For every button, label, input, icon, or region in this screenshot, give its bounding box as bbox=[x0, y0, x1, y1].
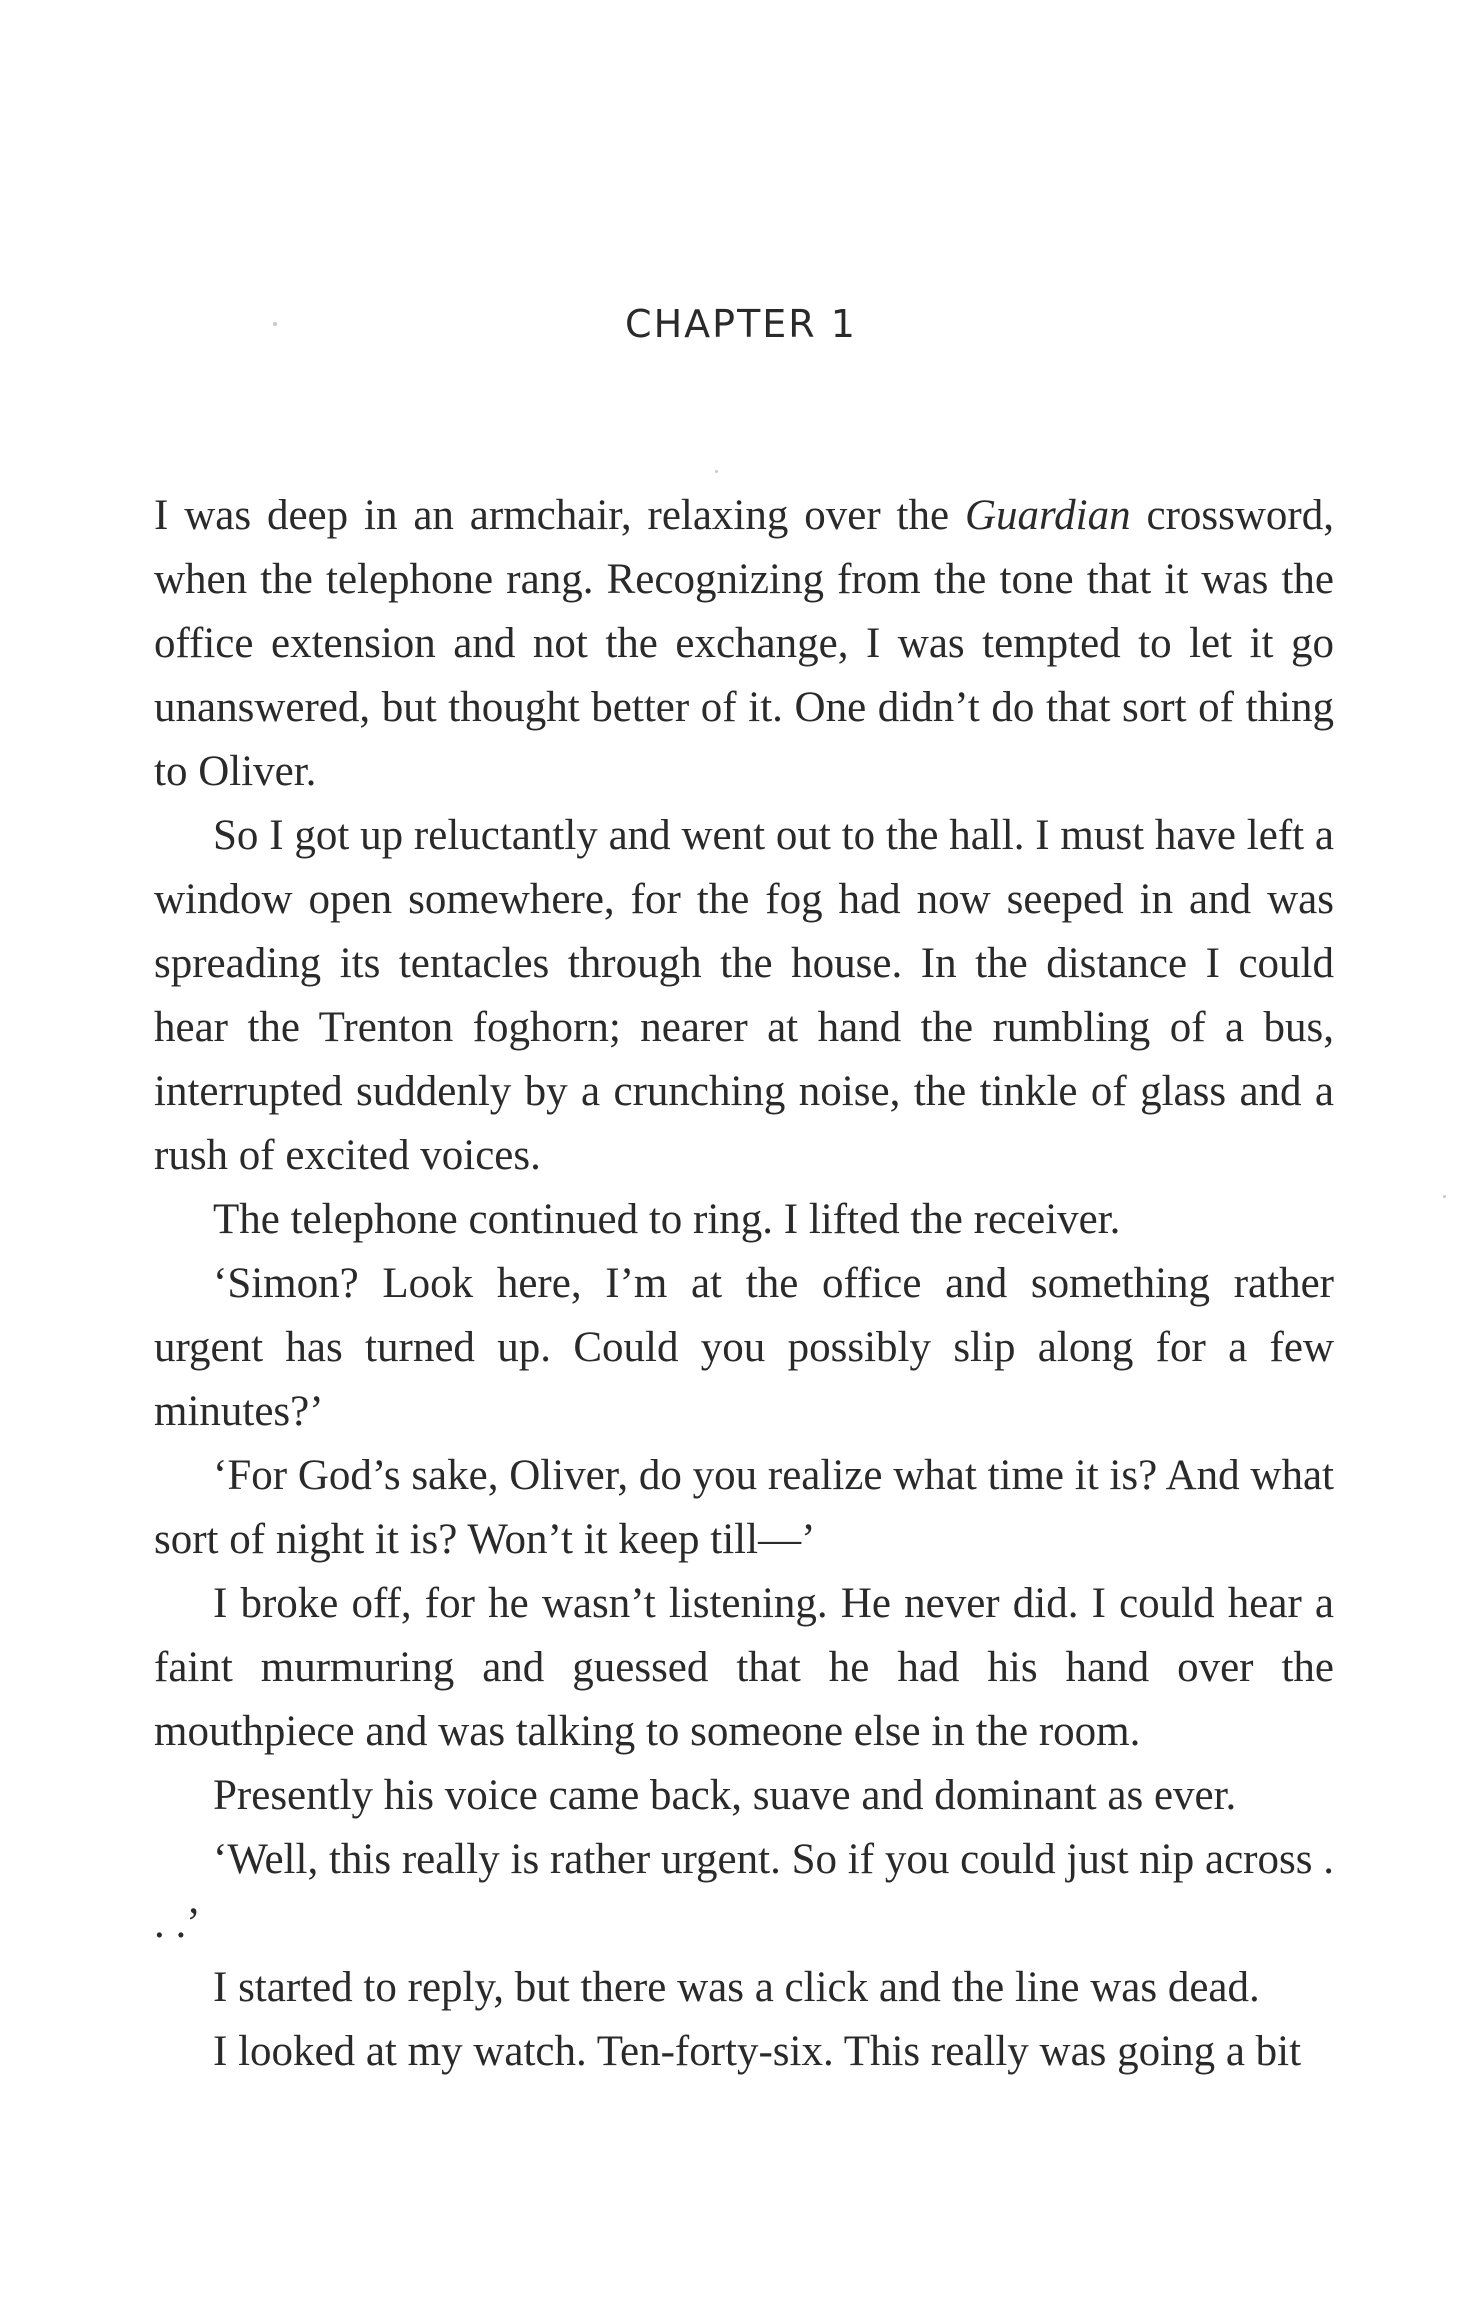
paper-speck bbox=[715, 470, 718, 473]
paragraph: ‘For God’s sake, Oliver, do you realize what time it is? And what sort of night it is? Won’t it keep till—’ bbox=[154, 1452, 1334, 1563]
paragraph-text: I was deep in an armchair, relaxing over the bbox=[154, 492, 965, 539]
paragraph: I looked at my watch. Ten-forty-six. This really was going a bit bbox=[213, 2028, 1302, 2075]
paragraph: Presently his voice came back, suave and dominant as ever. bbox=[213, 1772, 1237, 1819]
paragraph: ‘Well, this really is rather urgent. So if you could just nip across . . .’ bbox=[154, 1836, 1334, 1947]
newspaper-title: Guardian bbox=[964, 492, 1131, 539]
paragraph-text: crossword, when the telephone rang. Recognizing from the tone that it was the office extension and not the exchange, I was tempted to let it go unanswered, but thought better of it. One didn’t do that sort of thing to Oliver. bbox=[154, 492, 1334, 795]
paragraph: The telephone continued to ring. I lifted the receiver. bbox=[213, 1196, 1121, 1243]
paper-speck bbox=[1443, 1195, 1446, 1198]
chapter-body bbox=[154, 484, 1334, 2084]
paragraph: I broke off, for he wasn’t listening. He never did. I could hear a faint murmuring and guessed that he had his hand over the mouthpiece and was talking to someone else in the room. bbox=[154, 1580, 1334, 1755]
paragraph: ‘Simon? Look here, I’m at the office and something rather urgent has turned up. Could you possibly slip along for a few minutes?’ bbox=[154, 1260, 1334, 1435]
paragraph: I started to reply, but there was a click and the line was dead. bbox=[213, 1964, 1260, 2011]
paragraph: So I got up reluctantly and went out to the hall. I must have left a window open somewhere, for the fog had now seeped in and was spreading its tentacles through the house. In the distance I could hear the Trenton foghorn; nearer at hand the rumbling of a bus, interrupted suddenly by a crunching noise, the tinkle of glass and a rush of excited voices. bbox=[154, 812, 1334, 1179]
paragraph bbox=[154, 484, 1334, 804]
chapter-heading: CHAPTER 1 bbox=[625, 302, 857, 346]
